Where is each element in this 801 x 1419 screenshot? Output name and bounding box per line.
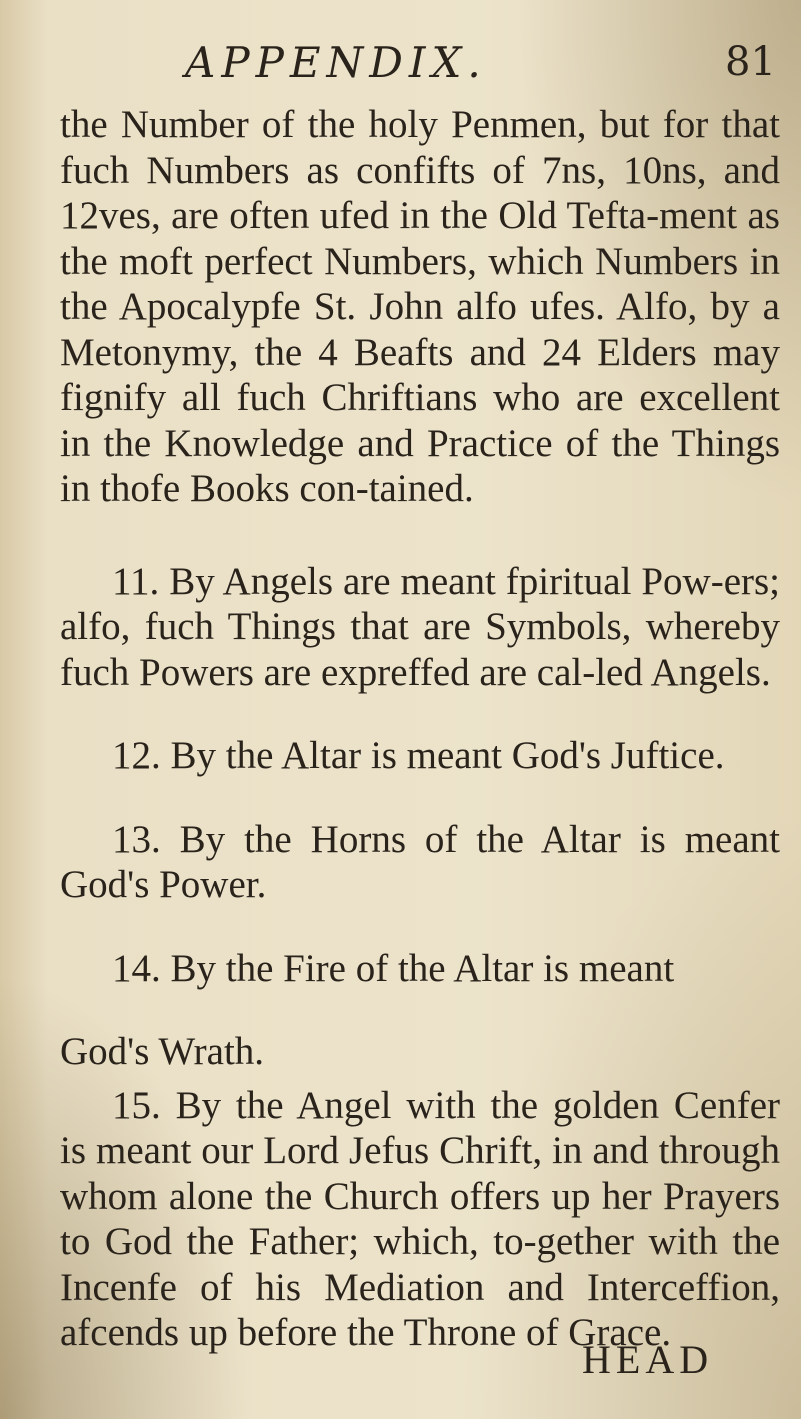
page-number: 81 xyxy=(725,39,776,85)
paragraph-12-altar: 12. By the Altar is meant God's Juftice. xyxy=(112,734,725,777)
paragraph-continuation: the Number of the holy Penmen, but for that fuch Numbers as confifts of 7ns, 10ns, and 12ves, are often ufed in the Old Tefta-ment as the moft perfect Numbers, which Numbers in the Apocalypfe St. John alfo ufes. Alfo, by a Metonymy, the 4 Beafts and 24 Elders may fignify all fuch Chriftians who are excellent in the Knowledge and Practice of the Things in thofe Books con-tained. xyxy=(60,103,780,510)
paragraph-14-continuation: God's Wrath. xyxy=(60,1030,265,1073)
page-body xyxy=(60,102,780,1356)
running-header xyxy=(185,38,785,87)
paragraph-14-fire: 14. By the Fire of the Altar is meant xyxy=(112,946,675,990)
paragraph-13-horns: 13. By the Horns of the Altar is meant God's Power. xyxy=(60,817,780,906)
paragraph-15-censer: 15. By the Angel with the golden Cenfer is meant our Lord Jefus Chrift, in and through whom alone the Church offers up her Prayers to God the Father; which, to-gether with the Incenfe of his Mediation and Interceffion, afcends up before the Throne of Grace. xyxy=(60,1083,780,1354)
header-title: APPENDIX. xyxy=(185,38,487,87)
paragraph-11-angels: 11. By Angels are meant fpiritual Pow-ers; alfo, fuch Things that are Symbols, whereby fuch Powers are expreffed are cal-led Angels. xyxy=(60,559,780,694)
catchword: HEAD xyxy=(582,1337,714,1382)
